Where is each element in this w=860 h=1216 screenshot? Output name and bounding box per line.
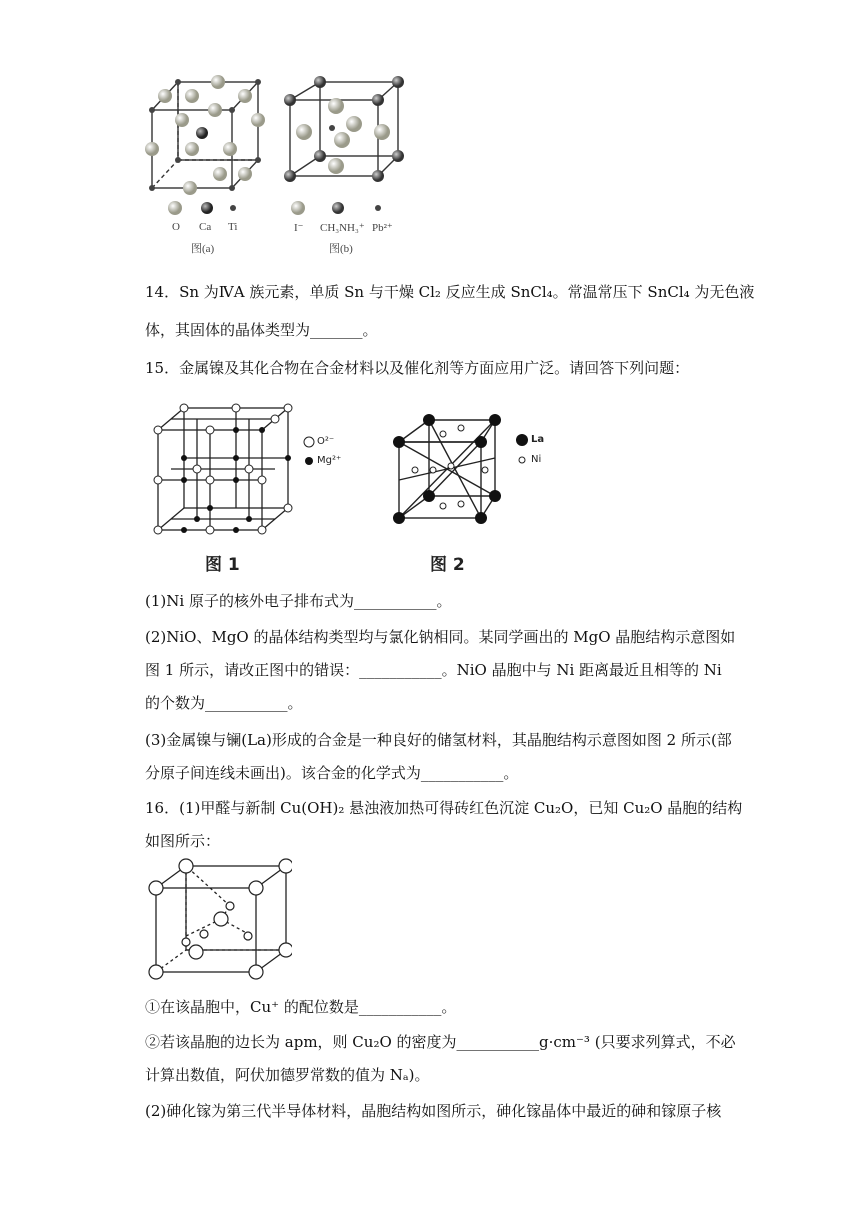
- figure-b-legend-icons: [288, 198, 398, 218]
- q16-part1-line2: 如图所示：: [145, 832, 221, 850]
- figure-2-lani-lattice: [385, 408, 515, 528]
- q15-part2-line2: 图 1 所示，请改正图中的错误：___________。NiO 晶胞中与 Ni 距离最近且相等的 Ni: [145, 661, 722, 679]
- figure-b-crystal: [278, 70, 408, 200]
- q14-line2: 体，其固体的晶体类型为_______。: [145, 321, 378, 339]
- q15-part1: (1)Ni 原子的核外电子排布式为___________。: [145, 592, 452, 610]
- q15-intro: 15．金属镍及其化合物在合金材料以及催化剂等方面应用广泛。请回答下列问题：: [145, 359, 690, 377]
- figure-2-legend-icons: [515, 432, 531, 468]
- q15-part3-line1: (3)金属镍与镧(La)形成的合金是一种良好的储氢材料，其晶胞结构示意图如图 2 所示(部: [145, 731, 732, 749]
- fig2-legend-la: La: [531, 434, 545, 445]
- fig-a-legend-o: O: [172, 221, 180, 233]
- figure-a-crystal: [140, 70, 270, 200]
- fig-b-legend-pb: Pb²⁺: [372, 222, 393, 234]
- q16-part1-line1: 16．(1)甲醛与新制 Cu(OH)₂ 悬浊液加热可得砖红色沉淀 Cu₂O，已知 Cu₂O 晶胞的结构: [145, 799, 743, 817]
- fig-a-legend-ca: Ca: [199, 221, 212, 233]
- fig-b-legend-i: I⁻: [294, 222, 304, 234]
- fig2-label: 图 2: [430, 555, 465, 575]
- figure-1-legend-icons: [302, 434, 318, 470]
- fig1-legend-mg: Mg²⁺: [317, 455, 342, 466]
- figure-1-mgo-lattice: [148, 402, 298, 542]
- fig-a-legend-ti: Ti: [228, 221, 238, 233]
- figure-cu2o-cell: [142, 856, 292, 986]
- q16-sub2-line1: ②若该晶胞的边长为 apm，则 Cu₂O 的密度为___________g·cm⁻³ (只要求列算式，不必: [145, 1033, 736, 1051]
- q15-part2-line3: 的个数为___________。: [145, 694, 303, 712]
- fig-a-caption: 图(a): [191, 243, 215, 255]
- q14-line1: 14．Sn 为ⅣA 族元素，单质 Sn 与干燥 Cl₂ 反应生成 SnCl₄。常温常压下 SnCl₄ 为无色液: [145, 283, 755, 301]
- fig1-legend-o: O²⁻: [317, 436, 335, 447]
- fig2-legend-ni: Ni: [531, 454, 542, 465]
- q15-part2-line1: (2)NiO、MgO 的晶体结构类型均与氯化钠相同。某同学画出的 MgO 晶胞结构示意图如: [145, 628, 736, 646]
- fig-b-legend-ch3nh3: CH₃NH₃⁺: [320, 222, 365, 234]
- q16-sub2-line2: 计算出数值，阿伏加德罗常数的值为 Nₐ)。: [145, 1066, 430, 1084]
- fig1-label: 图 1: [205, 555, 240, 575]
- fig-b-caption: 图(b): [329, 243, 353, 255]
- q16-part2-line1: (2)砷化镓为第三代半导体材料，晶胞结构如图所示，砷化镓晶体中最近的砷和镓原子核: [145, 1102, 722, 1120]
- q15-part3-line2: 分原子间连线未画出)。该合金的化学式为___________。: [145, 764, 519, 782]
- figure-a-legend-icons: [160, 198, 290, 218]
- q16-sub1: ①在该晶胞中，Cu⁺ 的配位数是___________。: [145, 998, 457, 1016]
